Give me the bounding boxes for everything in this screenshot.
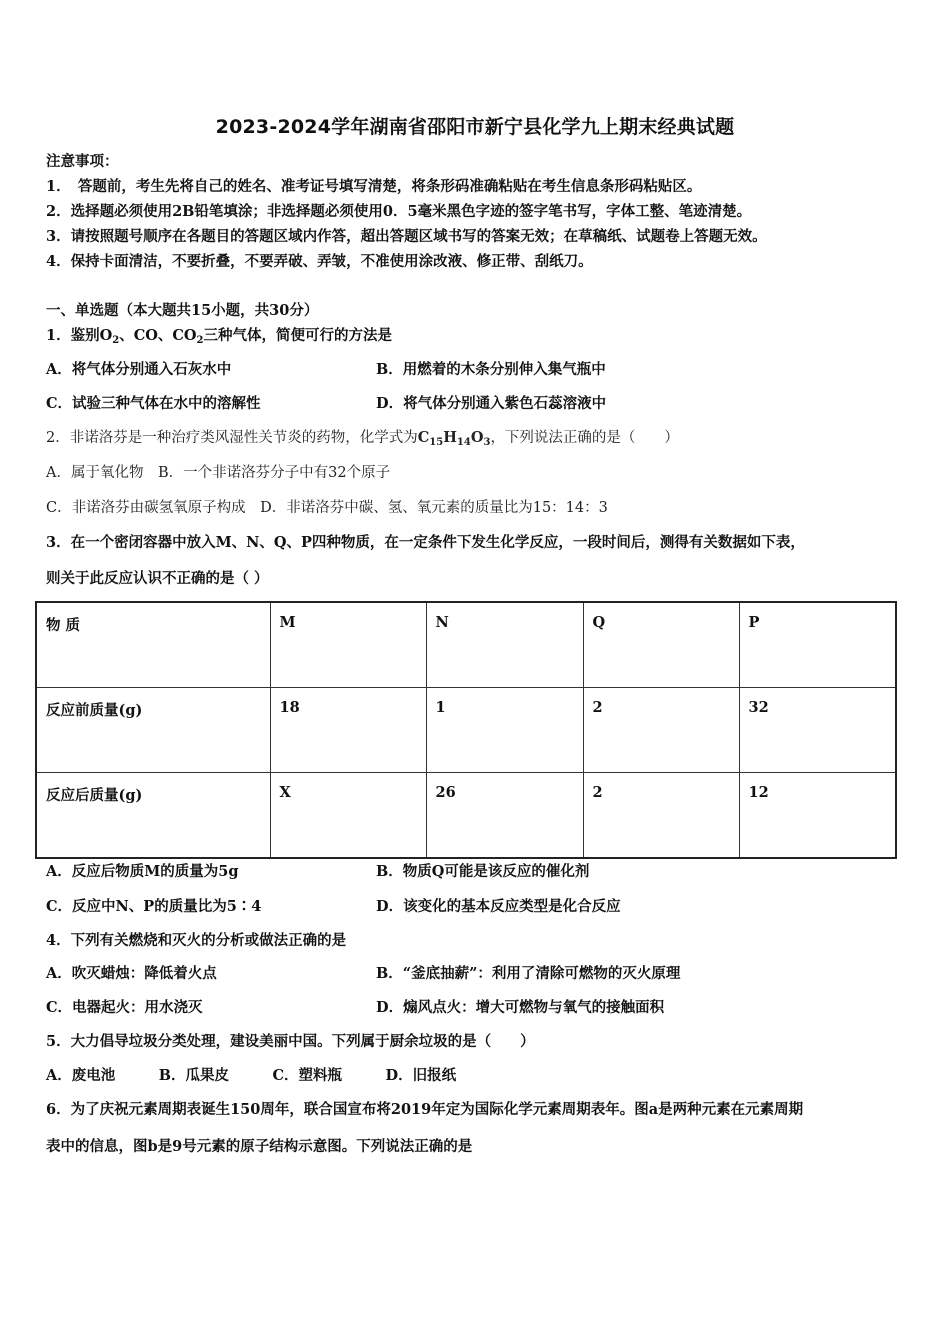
q3-option-d: D．该变化的基本反应类型是化合反应 xyxy=(376,898,621,915)
q1-option-a: A．将气体分别通入石灰水中 xyxy=(46,361,232,378)
question-6-stem-line1: 6．为了庆祝元素周期表诞生150周年，联合国宣布将2019年定为国际化学元素周期表年。图a是两种元素在元素周期 xyxy=(46,1101,804,1118)
table-cell: 18 xyxy=(270,688,426,773)
table-cell: 32 xyxy=(739,688,896,773)
table-cell: 12 xyxy=(739,772,896,858)
page-title: 2023-2024学年湖南省邵阳市新宁县化学九上期末经典试题 xyxy=(215,116,735,138)
notes-heading: 注意事项： xyxy=(46,153,119,170)
table-cell: Q xyxy=(583,602,739,688)
q4-option-c: C．电器起火：用水浇灭 xyxy=(46,999,203,1016)
note-item: 3．请按照题号顺序在各题目的答题区域内作答，超出答题区域书写的答案无效；在草稿纸、试题卷上答题无效。 xyxy=(46,228,767,245)
q2-options-cd: C．非诺洛芬由碳氢氧原子构成 D．非诺洛芬中碳、氢、氧元素的质量比为15：14：3 xyxy=(46,500,608,516)
question-3-stem-line1: 3．在一个密闭容器中放入M、N、Q、P四种物质，在一定条件下发生化学反应，一段时间后，测得有关数据如下表， xyxy=(46,534,805,551)
question-1-stem: 1．鉴别$O_2$、CO、$CO_2$三种气体，简便可行的方法是 xyxy=(46,327,393,346)
note-item: 2．选择题必须使用2B铅笔填涂；非选择题必须使用0．5毫米黑色字迹的签字笔书写，字体工整、笔迹清楚。 xyxy=(46,203,752,220)
q4-option-d: D．煽风点火：增大可燃物与氧气的接触面积 xyxy=(376,999,665,1016)
q3-option-a: A．反应后物质M的质量为5g xyxy=(46,863,239,880)
q3-option-c: C．反应中N、P的质量比为5∶4 xyxy=(46,898,262,915)
table-cell: 2 xyxy=(583,688,739,773)
q4-option-b: B．“釜底抽薪”：利用了清除可燃物的灭火原理 xyxy=(376,965,681,982)
table-cell: X xyxy=(270,772,426,858)
table-cell: 反应前质量(g) xyxy=(36,688,270,773)
table-header-row xyxy=(36,602,896,688)
table-cell: P xyxy=(739,602,896,688)
table-cell: 反应后质量(g) xyxy=(36,772,270,858)
q2-options-ab: A．属于氧化物 B．一个非诺洛芬分子中有32个原子 xyxy=(46,465,391,481)
table-cell: 26 xyxy=(426,772,583,858)
q4-option-a: A．吹灭蜡烛：降低着火点 xyxy=(46,965,217,982)
question-4-stem: 4．下列有关燃烧和灭火的分析或做法正确的是 xyxy=(46,932,347,949)
note-item: 4．保持卡面清洁，不要折叠，不要弄破、弄皱，不准使用涂改液、修正带、刮纸刀。 xyxy=(46,253,593,270)
note-item: 1． 答题前，考生先将自己的姓名、准考证号填写清楚，将条形码准确粘贴在考生信息条形码粘贴区。 xyxy=(46,178,702,195)
data-table xyxy=(35,601,897,859)
question-3-stem-line2: 则关于此反应认识不正确的是（ ） xyxy=(46,570,269,587)
question-2-stem: 2．非诺洛芬是一种治疗类风湿性关节炎的药物，化学式为$C_{15}H_{14}O_3$，下列说法正确的是（ ） xyxy=(46,429,679,448)
q3-option-b: B．物质Q可能是该反应的催化剂 xyxy=(376,863,590,880)
table-cell: M xyxy=(270,602,426,688)
table-cell: 物 质 xyxy=(36,602,270,688)
table-row xyxy=(36,688,896,773)
q5-options: A．废电池 B．瓜果皮 C．塑料瓶 D．旧报纸 xyxy=(46,1067,457,1084)
table-cell: N xyxy=(426,602,583,688)
table-cell: 2 xyxy=(583,772,739,858)
question-6-stem-line2: 表中的信息，图b是9号元素的原子结构示意图。下列说法正确的是 xyxy=(46,1138,473,1155)
table-row xyxy=(36,772,896,858)
q1-option-d: D．将气体分别通入紫色石蕊溶液中 xyxy=(376,395,607,412)
question-5-stem: 5．大力倡导垃圾分类处理，建设美丽中国。下列属于厨余垃圾的是（ ） xyxy=(46,1033,535,1050)
section-heading: 一、单选题（本大题共15小题，共30分） xyxy=(46,302,319,319)
q1-option-c: C．试验三种气体在水中的溶解性 xyxy=(46,395,261,412)
q1-option-b: B．用燃着的木条分别伸入集气瓶中 xyxy=(376,361,606,378)
table-cell: 1 xyxy=(426,688,583,773)
